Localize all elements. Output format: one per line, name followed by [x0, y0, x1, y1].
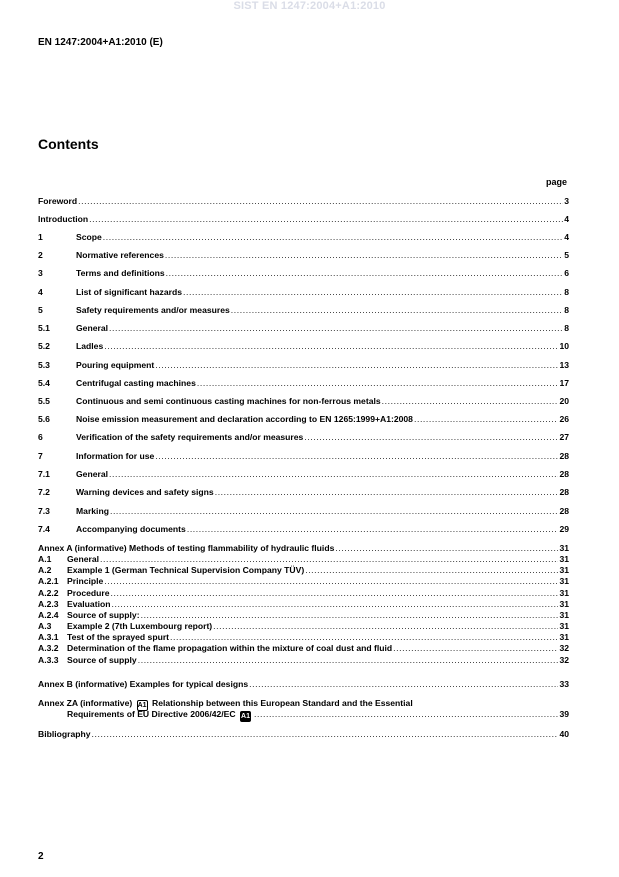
toc-entry-1[interactable] — [38, 232, 569, 242]
toc-number: 7 — [38, 451, 43, 461]
leader-dots — [414, 414, 558, 424]
document-header: EN 1247:2004+A1:2010 (E) — [38, 37, 163, 48]
toc-title: Annex B (informative) Examples for typical designs — [38, 679, 249, 689]
toc-title: Centrifugal casting machines — [76, 378, 196, 388]
toc-title: Pouring equipment — [76, 360, 155, 370]
leader-dots — [110, 506, 558, 516]
toc-entry-a-2-2[interactable] — [38, 588, 569, 598]
toc-page: 8 — [564, 323, 569, 333]
toc-page: 31 — [559, 543, 569, 553]
toc-title: Foreword — [38, 196, 78, 206]
watermark: SIST EN 1247:2004+A1:2010 — [233, 0, 386, 12]
amendment-end-icon: A1 — [241, 713, 250, 720]
toc-number: 5 — [38, 305, 43, 315]
toc-page: 31 — [559, 554, 569, 564]
toc-number: 6 — [38, 432, 43, 442]
toc-title: Principle — [67, 576, 104, 586]
leader-dots — [109, 469, 558, 479]
toc-entry-2[interactable] — [38, 250, 569, 260]
toc-title: General — [76, 469, 109, 479]
toc-title: Source of supply: — [67, 610, 140, 620]
toc-entry-a-2[interactable] — [38, 565, 569, 575]
toc-page: 32 — [559, 643, 569, 653]
amendment-start-icon: A1 — [137, 702, 147, 709]
annex-za-title-line2: Requirements of EU Directive 2006/42/EC — [67, 709, 236, 719]
toc-number: A.3.3 — [38, 655, 59, 665]
toc-title: Accompanying documents — [76, 524, 186, 534]
toc-title: Ladles — [76, 341, 104, 351]
toc-title: Safety requirements and/or measures — [76, 305, 230, 315]
toc-title: Marking — [76, 506, 109, 516]
toc-page: 4 — [564, 232, 569, 242]
toc-entry-3[interactable] — [38, 268, 569, 278]
toc-number: A.3.2 — [38, 643, 59, 653]
leader-dots — [155, 451, 558, 461]
toc-number: 7.3 — [38, 506, 50, 516]
toc-entry-a-3-2[interactable] — [38, 643, 569, 653]
toc-title: Normative references — [76, 250, 164, 260]
toc-page: 31 — [559, 610, 569, 620]
toc-number: A.2 — [38, 565, 52, 575]
toc-title: Test of the sprayed spurt — [67, 632, 170, 642]
toc-page: 26 — [559, 414, 569, 424]
leader-dots — [304, 432, 558, 442]
toc-entry-7-4[interactable] — [38, 524, 569, 534]
leader-dots — [111, 599, 558, 609]
toc-title: Terms and definitions — [76, 268, 165, 278]
toc-number: 5.3 — [38, 360, 50, 370]
toc-title: Verification of the safety requirements and/or measures — [76, 432, 304, 442]
toc-entry-5-3[interactable] — [38, 360, 569, 370]
toc-number: 5.5 — [38, 396, 50, 406]
leader-dots — [305, 565, 558, 575]
toc-title: Noise emission measurement and declaration according to EN 1265:1999+A1:2008 — [76, 414, 413, 424]
leader-dots — [78, 196, 563, 206]
leader-dots — [141, 610, 559, 620]
toc-page: 8 — [564, 287, 569, 297]
toc-entry-a-3-3[interactable] — [38, 655, 569, 665]
toc-entry-a-2-1[interactable] — [38, 576, 569, 586]
leader-dots — [335, 543, 558, 553]
leader-dots — [393, 643, 558, 653]
toc-title: List of significant hazards — [76, 287, 183, 297]
toc-title: Information for use — [76, 451, 155, 461]
leader-dots — [109, 323, 563, 333]
toc-number: A.3.1 — [38, 632, 59, 642]
toc-page: 39 — [559, 709, 569, 719]
toc-page: 33 — [559, 679, 569, 689]
toc-page: 31 — [559, 621, 569, 631]
annex-za-prefix: Annex ZA (informative) — [38, 698, 135, 708]
leader-dots — [231, 305, 563, 315]
leader-dots — [166, 268, 564, 278]
toc-number: A.2.2 — [38, 588, 59, 598]
annex-za-title-line1: Relationship between this European Standard and the Essential — [152, 698, 413, 708]
toc-number: 1 — [38, 232, 43, 242]
toc-page: 32 — [559, 655, 569, 665]
toc-page: 31 — [559, 599, 569, 609]
leader-dots — [104, 341, 558, 351]
page-column-label: page — [545, 177, 567, 187]
toc-entry-7-3[interactable] — [38, 506, 569, 516]
toc-title: Bibliography — [38, 729, 91, 739]
toc-title: General — [76, 323, 109, 333]
toc-entry-5-6[interactable] — [38, 414, 569, 424]
toc-entry-a-1[interactable] — [38, 554, 569, 564]
leader-dots — [215, 487, 559, 497]
toc-page: 28 — [559, 469, 569, 479]
leader-dots — [89, 214, 563, 224]
toc-entry-5[interactable] — [38, 305, 569, 315]
toc-page: 28 — [559, 451, 569, 461]
toc-page: 27 — [559, 432, 569, 442]
toc-entry-5-4[interactable] — [38, 378, 569, 388]
toc-page: 8 — [564, 305, 569, 315]
toc-entry-7-1[interactable] — [38, 469, 569, 479]
leader-dots — [183, 287, 563, 297]
toc-page: 20 — [559, 396, 569, 406]
leader-dots — [111, 588, 559, 598]
toc-title: Determination of the flame propagation within the mixture of coal dust and fluid — [67, 643, 393, 653]
toc-page: 31 — [559, 576, 569, 586]
toc-page: 31 — [559, 565, 569, 575]
toc-number: A.2.4 — [38, 610, 59, 620]
toc-page: 17 — [559, 378, 569, 388]
toc-title: Procedure — [67, 588, 110, 598]
toc-page: 31 — [559, 588, 569, 598]
toc-page: 28 — [559, 506, 569, 516]
toc-number: A.2.1 — [38, 576, 59, 586]
toc-page: 6 — [564, 268, 569, 278]
leader-dots — [155, 360, 558, 370]
toc-entry-5-1[interactable] — [38, 323, 569, 333]
leader-dots — [103, 232, 563, 242]
toc-entry-5-5[interactable] — [38, 396, 569, 406]
toc-entry-7[interactable] — [38, 451, 569, 461]
toc-entry-7-2[interactable] — [38, 487, 569, 497]
toc-entry-annex-za-cont[interactable] — [38, 709, 569, 722]
toc-page: 5 — [564, 250, 569, 260]
toc-title: Warning devices and safety signs — [76, 487, 214, 497]
toc-number: A.2.3 — [38, 599, 59, 609]
toc-entry-a-2-3[interactable] — [38, 599, 569, 609]
toc-page: 40 — [559, 729, 569, 739]
toc-number: 5.4 — [38, 378, 50, 388]
toc-entry-foreword[interactable] — [38, 196, 569, 206]
leader-dots — [197, 378, 559, 388]
toc-number: 2 — [38, 250, 43, 260]
toc-title: Source of supply — [67, 655, 137, 665]
toc-page: 4 — [564, 214, 569, 224]
toc-number: 3 — [38, 268, 43, 278]
leader-dots — [249, 679, 558, 689]
leader-dots — [104, 576, 558, 586]
leader-dots — [213, 621, 558, 631]
toc-title: Example 1 (German Technical Supervision Company TÜV) — [67, 565, 305, 575]
toc-page: 28 — [559, 487, 569, 497]
toc-number: 5.1 — [38, 323, 50, 333]
toc-title: Continuous and semi continuous casting machines for non-ferrous metals — [76, 396, 381, 406]
toc-entry-a-3-1[interactable] — [38, 632, 569, 642]
toc-title: Introduction — [38, 214, 89, 224]
leader-dots — [170, 632, 558, 642]
toc-number: 7.4 — [38, 524, 50, 534]
toc-entry-a-2-4[interactable] — [38, 610, 569, 620]
leader-dots — [187, 524, 559, 534]
page-number: 2 — [38, 851, 44, 862]
leader-dots — [165, 250, 563, 260]
toc-entry-a-3[interactable] — [38, 621, 569, 631]
toc-title: Scope — [76, 232, 102, 242]
toc-number: A.3 — [38, 621, 52, 631]
toc-number: 7.2 — [38, 487, 50, 497]
leader-dots — [92, 729, 559, 739]
toc-page: 29 — [559, 524, 569, 534]
toc-number: 5.6 — [38, 414, 50, 424]
leader-dots — [382, 396, 559, 406]
toc-page: 3 — [564, 196, 569, 206]
toc-entry-introduction[interactable] — [38, 214, 569, 224]
toc-entry-5-2[interactable] — [38, 341, 569, 351]
toc-entry-4[interactable] — [38, 287, 569, 297]
leader-dots — [138, 655, 559, 665]
toc-title: Annex A (informative) Methods of testing flammability of hydraulic fluids — [38, 543, 335, 553]
toc-title: Evaluation — [67, 599, 111, 609]
toc-entry-6[interactable] — [38, 432, 569, 442]
toc-title: Example 2 (7th Luxembourg report) — [67, 621, 213, 631]
leader-dots — [100, 554, 558, 564]
toc-entry-bibliography[interactable] — [38, 729, 569, 739]
toc-title — [67, 709, 253, 722]
toc-title: General — [67, 554, 100, 564]
toc-number: 5.2 — [38, 341, 50, 351]
leader-dots — [254, 709, 558, 719]
toc-page: 10 — [559, 341, 569, 351]
toc-number: 4 — [38, 287, 43, 297]
toc-entry-annex-a[interactable] — [38, 543, 569, 553]
toc-page: 13 — [559, 360, 569, 370]
contents-heading: Contents — [38, 136, 99, 152]
toc-entry-annex-b[interactable] — [38, 679, 569, 689]
toc-number: A.1 — [38, 554, 52, 564]
toc-page: 31 — [559, 632, 569, 642]
toc-number: 7.1 — [38, 469, 50, 479]
